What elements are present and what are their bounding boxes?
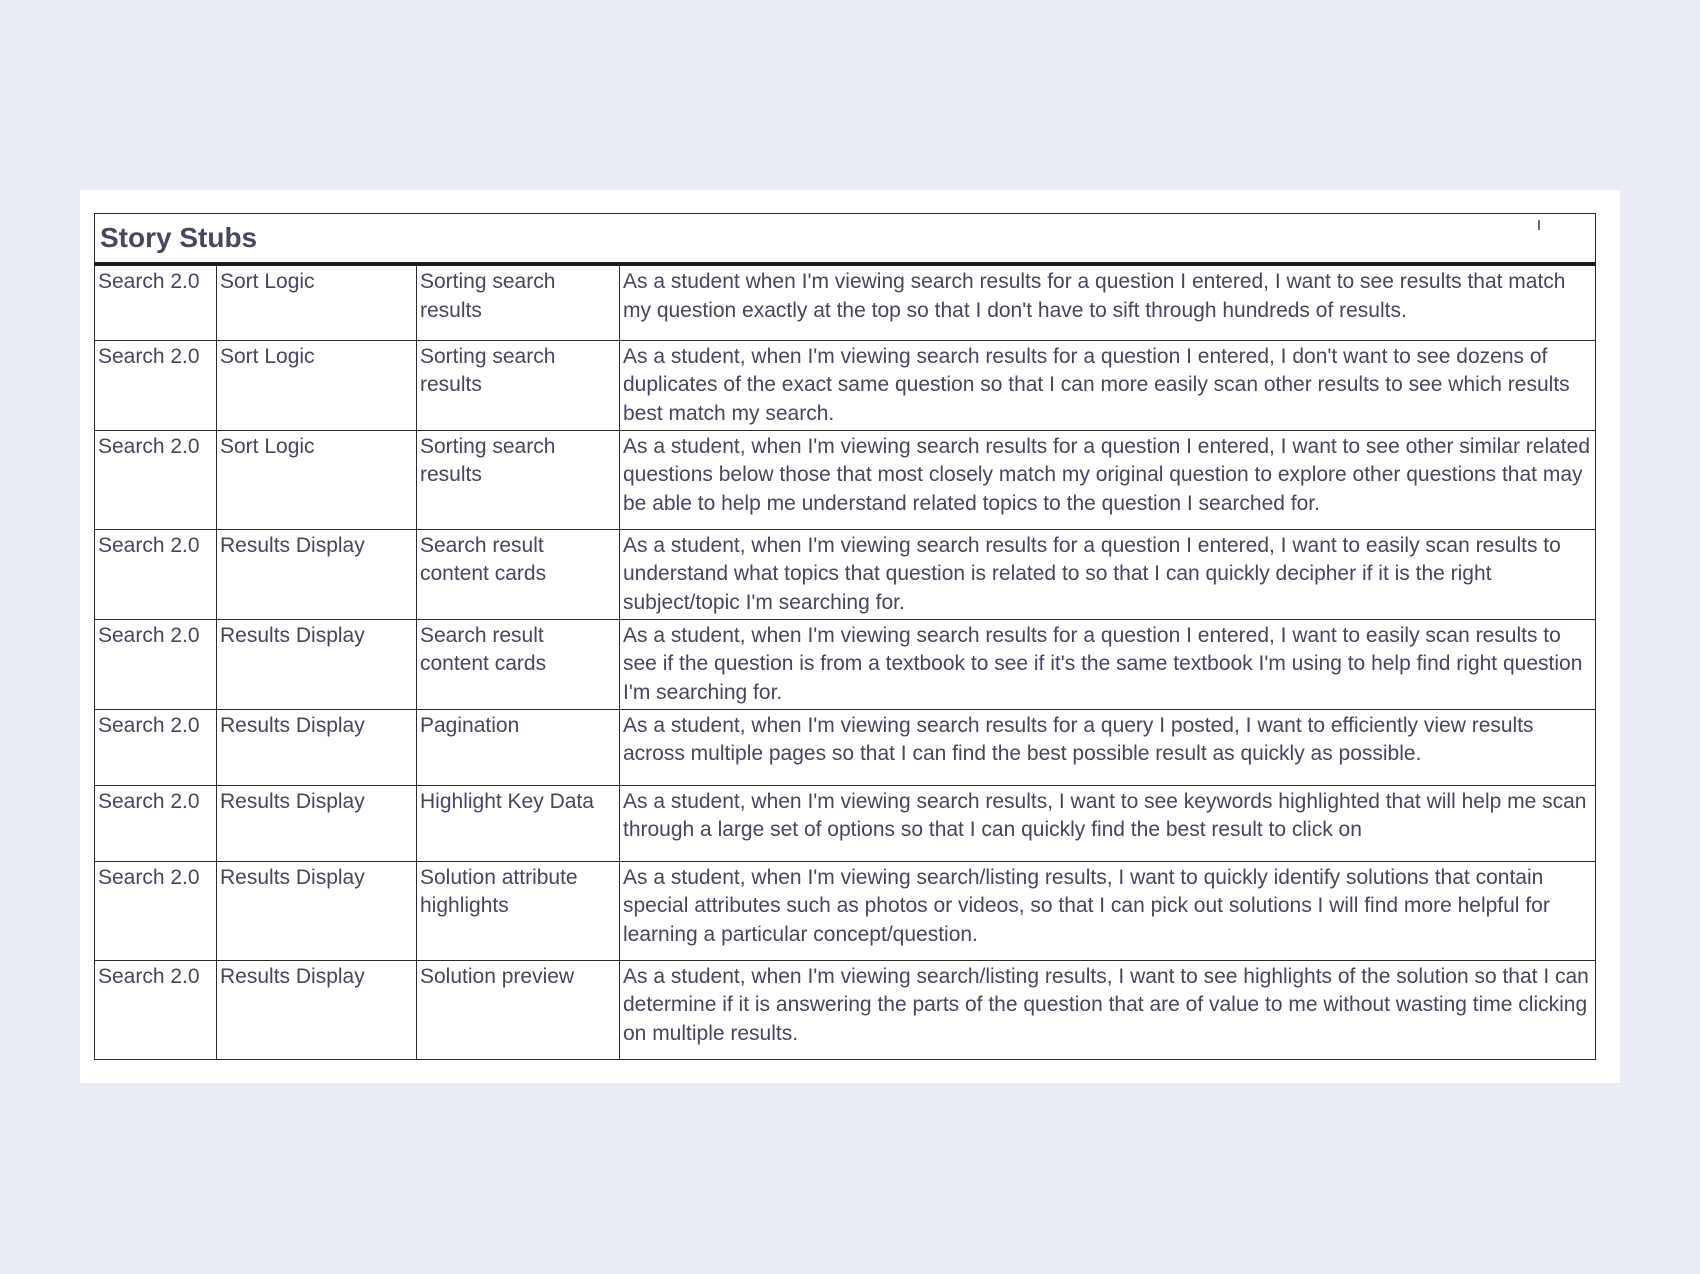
story-cell: As a student when I'm viewing search results for a question I entered, I want to see results that match my question exactly at the top so that I don't have to sift through hundreds of results. [620,264,1596,340]
table-row [95,529,1596,619]
table-title-row [95,214,1596,265]
feature-cell: Sorting search results [417,430,620,529]
story-cell: As a student, when I'm viewing search results for a question I entered, I don't want to see dozens of duplicates of the exact same question so that I can more easily scan other results to see which results best match my search. [620,340,1596,430]
table-title: Story Stubs [95,214,1596,265]
table-row [95,430,1596,529]
area-cell: Results Display [217,785,417,861]
table-body [95,264,1596,1059]
area-cell: Results Display [217,619,417,709]
area-cell: Sort Logic [217,430,417,529]
area-cell: Sort Logic [217,340,417,430]
project-cell: Search 2.0 [95,709,217,785]
table-row [95,785,1596,861]
story-cell: As a student, when I'm viewing search results, I want to see keywords highlighted that will help me scan through a large set of options so that I can quickly find the best result to click on [620,785,1596,861]
story-stubs-table-wrapper [94,213,1595,1060]
area-cell: Results Display [217,960,417,1059]
feature-cell: Solution attribute highlights [417,861,620,960]
story-cell: As a student, when I'm viewing search/listing results, I want to quickly identify solutions that contain special attributes such as photos or videos, so that I can pick out solutions I will find more helpful for learning a particular concept/question. [620,861,1596,960]
table-row [95,264,1596,340]
feature-cell: Highlight Key Data [417,785,620,861]
project-cell: Search 2.0 [95,264,217,340]
story-cell: As a student, when I'm viewing search/listing results, I want to see highlights of the solution so that I can determine if it is answering the parts of the question that are of value to me without wasting time clicking on multiple results. [620,960,1596,1059]
table-row [95,619,1596,709]
project-cell: Search 2.0 [95,785,217,861]
area-cell: Results Display [217,529,417,619]
feature-cell: Sorting search results [417,264,620,340]
project-cell: Search 2.0 [95,960,217,1059]
project-cell: Search 2.0 [95,861,217,960]
story-cell: As a student, when I'm viewing search results for a query I posted, I want to efficiently view results across multiple pages so that I can find the best possible result as quickly as possible. [620,709,1596,785]
page-edge-mark [1538,220,1540,230]
table-row [95,709,1596,785]
feature-cell: Search result content cards [417,529,620,619]
feature-cell: Sorting search results [417,340,620,430]
area-cell: Results Display [217,709,417,785]
feature-cell: Search result content cards [417,619,620,709]
project-cell: Search 2.0 [95,340,217,430]
project-cell: Search 2.0 [95,529,217,619]
project-cell: Search 2.0 [95,430,217,529]
story-cell: As a student, when I'm viewing search results for a question I entered, I want to easily scan results to understand what topics that question is related to so that I can quickly decipher if it is the right subject/topic I'm searching for. [620,529,1596,619]
feature-cell: Pagination [417,709,620,785]
document-card [80,190,1620,1083]
table-row [95,960,1596,1059]
area-cell: Sort Logic [217,264,417,340]
project-cell: Search 2.0 [95,619,217,709]
table-row [95,861,1596,960]
feature-cell: Solution preview [417,960,620,1059]
story-cell: As a student, when I'm viewing search results for a question I entered, I want to easily scan results to see if the question is from a textbook to see if it's the same textbook I'm using to help find right question I'm searching for. [620,619,1596,709]
area-cell: Results Display [217,861,417,960]
story-cell: As a student, when I'm viewing search results for a question I entered, I want to see other similar related questions below those that most closely match my original question to explore other questions that may be able to help me understand related topics to the question I searched for. [620,430,1596,529]
story-stubs-table [94,213,1596,1060]
table-row [95,340,1596,430]
